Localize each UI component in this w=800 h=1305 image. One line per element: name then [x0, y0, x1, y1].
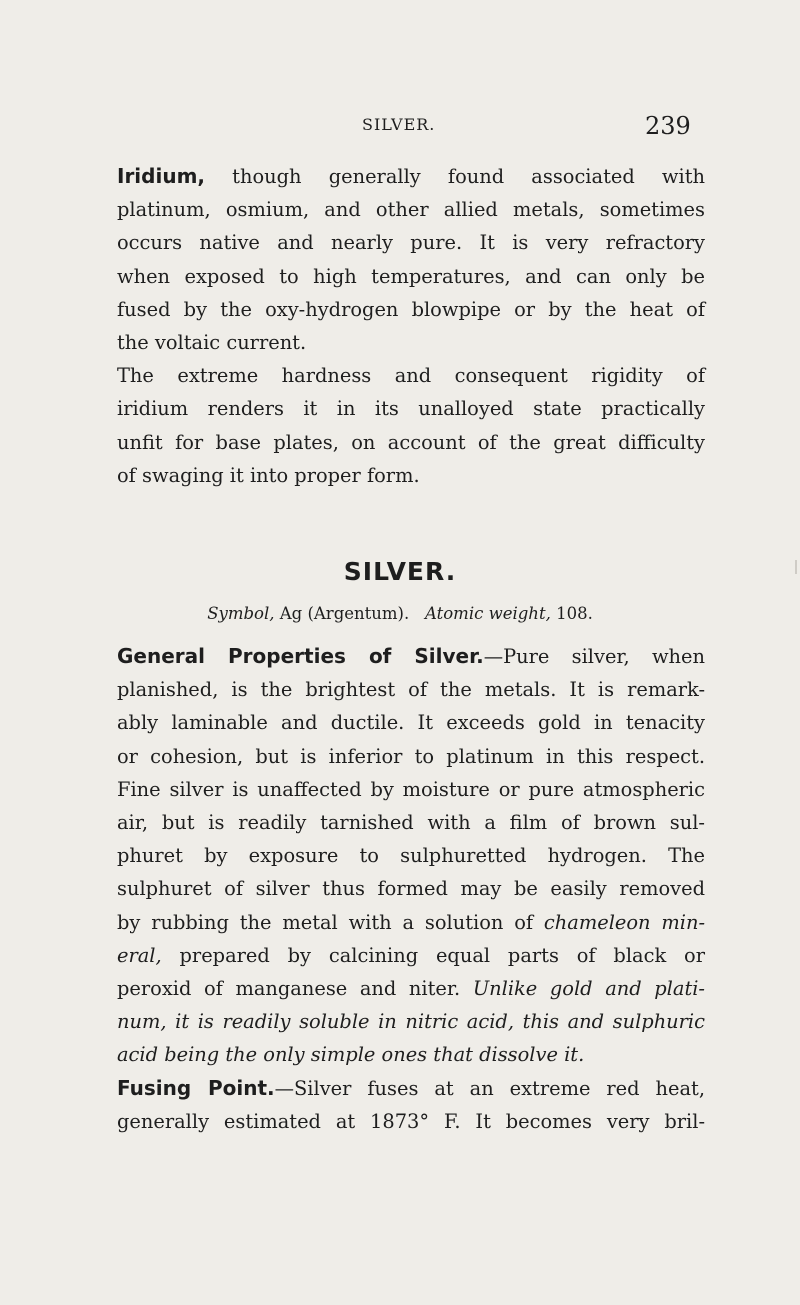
running-title: SILVER.	[362, 115, 436, 134]
text-line: fused by the oxy-hydrogen blowpipe or by the heat of	[117, 297, 705, 321]
weight-value: 108.	[550, 604, 593, 623]
text-line: planished, is the brightest of the metals. It is remark-	[117, 678, 705, 702]
text-line: air, but is readily tarnished with a film of brown sul-	[117, 811, 705, 835]
text-line: acid being the only simple ones that dissolve it.	[117, 1043, 585, 1067]
text-line: sulphuret of silver thus formed may be easily removed	[117, 877, 705, 901]
page-edge-mark	[795, 560, 797, 574]
text-line: ably laminable and ductile. It exceeds gold in tenacity	[117, 711, 705, 735]
text-line: num, it is readily soluble in nitric acid, this and sulphuric	[117, 1010, 705, 1034]
symbol-line	[0, 604, 800, 623]
paragraph-general-properties	[117, 640, 705, 1072]
paragraph-iridium	[117, 160, 705, 359]
silver-section	[117, 640, 705, 1138]
symbol-label: Symbol,	[207, 604, 275, 623]
text-line: eral, prepared by calcining equal parts of black or	[117, 943, 705, 967]
paragraph-lead: Fusing Point.	[117, 1075, 275, 1100]
text-line: unfit for base plates, on account of the great difficulty	[117, 430, 705, 454]
paragraph-hardness	[117, 359, 705, 492]
text-line: Fine silver is unaffected by moisture or pure atmospheric	[117, 777, 705, 801]
paragraph-lead: General Properties of Silver.	[117, 644, 484, 668]
text-line: occurs native and nearly pure. It is very refractory	[117, 231, 705, 255]
paragraph-lead: Iridium,	[117, 164, 206, 188]
paragraph-fusing-point	[117, 1072, 705, 1138]
symbol-value: Ag (Argentum).	[274, 604, 410, 623]
iridium-section	[117, 160, 705, 492]
text-line: or cohesion, but is inferior to platinum in this respect.	[117, 744, 705, 768]
text-line: peroxid of manganese and niter. Unlike gold and plati-	[117, 977, 705, 1001]
running-head	[0, 112, 800, 142]
text-line: iridium renders it in its unalloyed state practically	[117, 397, 705, 421]
text-line: Fusing Point.—Silver fuses at an extreme red heat,	[117, 1075, 705, 1100]
page-number: 239	[645, 112, 691, 140]
text-line: General Properties of Silver.—Pure silver, when	[117, 644, 705, 668]
text-line: platinum, osmium, and other allied metals, sometimes	[117, 198, 705, 222]
text-line: when exposed to high temperatures, and can only be	[117, 264, 705, 288]
text-line: generally estimated at 1873° F. It becomes very bril-	[117, 1109, 705, 1133]
weight-label: Atomic weight,	[424, 604, 551, 623]
text-line: phuret by exposure to sulphuretted hydrogen. The	[117, 844, 705, 868]
text-line: The extreme hardness and consequent rigidity of	[117, 364, 705, 388]
text-line: by rubbing the metal with a solution of chameleon min-	[117, 910, 706, 934]
section-title: SILVER.	[343, 557, 457, 586]
text-line: the voltaic current.	[117, 331, 307, 355]
text-line: of swaging it into proper form.	[117, 463, 420, 487]
text-line: Iridium, though generally found associated with	[117, 164, 705, 188]
